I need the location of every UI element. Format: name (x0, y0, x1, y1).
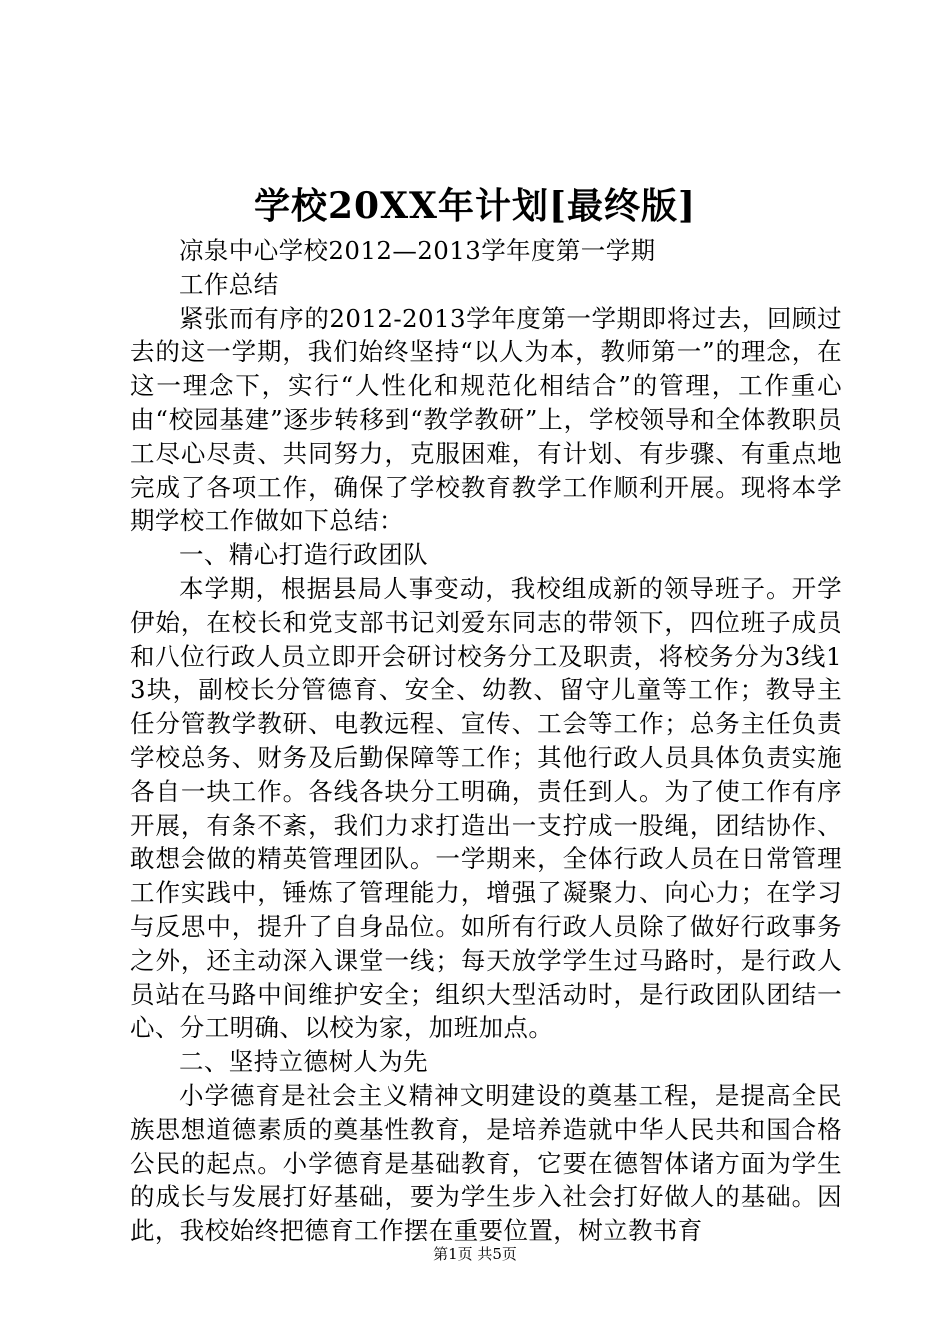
section-heading-2: 二、坚持立德树人为先 (179, 1047, 428, 1077)
document-title: 学校20XX年计划[最终版] (253, 185, 697, 227)
school-term-line: 凉泉中心学校2012—2013学年度第一学期 (179, 236, 656, 265)
page-number-footer: 第1页 共5页 (433, 1245, 517, 1263)
section-paragraph-1: 本学期，根据县局人事变动，我校组成新的领导班子。开学伊始，在校长和党支部书记刘爱东同志的带领下，四位班子成员和八位行政人员立即开会研讨校务分工及职责，将校务分为3线13块，副校长分管德育、安全、幼教、留守儿童等工作；教导主任分管教学教研、电教远程、宣传、工会等工作；总务主任负责学校总务、财务及后勤保障等工作；其他行政人员具体负责实施各自一块工作。各线各块分工明确，责任到人。为了使工作有序开展，有条不紊，我们力求打造出一支拧成一股绳，团结协作、敢想会做的精英管理团队。一学期来，全体行政人员在日常管理工作实践中，锤炼了管理能力，增强了凝聚力、向心力；在学习与反思中，提升了自身品位。如所有行政人员除了做好行政事务之外，还主动深入课堂一线；每天放学学生过马路时，是行政人员站在马路中间维护安全；组织大型活动时，是行政团队团结一心、分工明确、以校为家，加班加点。 (130, 573, 842, 1043)
intro-paragraph: 紧张而有序的2012-2013学年度第一学期即将过去，回顾过去的这一学期，我们始终坚持“以人为本，教师第一”的理念，在这一理念下，实行“人性化和规范化相结合”的管理，工作重心由“校园基建”逐步转移到“教学教研”上，学校领导和全体教职员工尽心尽责、共同努力，克服困难，有计划、有步骤、有重点地完成了各项工作，确保了学校教育教学工作顺利开展。现将本学期学校工作做如下总结： (130, 303, 842, 536)
document-body (130, 234, 842, 1248)
section-heading-1: 一、精心打造行政团队 (179, 540, 428, 570)
section-paragraph-2: 小学德育是社会主义精神文明建设的奠基工程，是提高全民族思想道德素质的奠基性教育，是培养造就中华人民共和国合格公民的起点。小学德育是基础教育，它要在德智体诸方面为学生的成长与发展打好基础，要为学生步入社会打好做人的基础。因此，我校始终把德育工作摆在重要位置，树立教书育 (130, 1080, 842, 1246)
subtitle-line: 工作总结 (179, 269, 279, 299)
